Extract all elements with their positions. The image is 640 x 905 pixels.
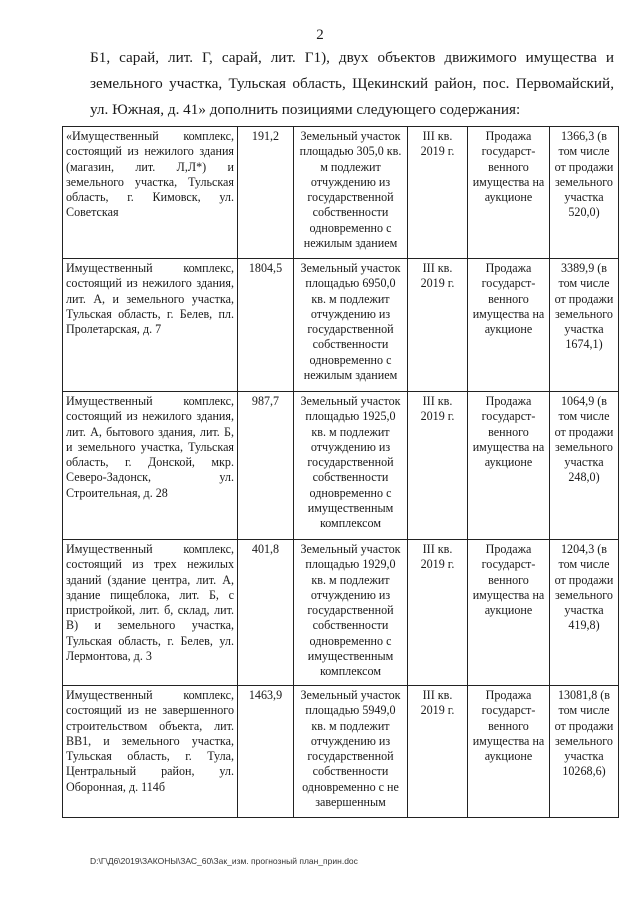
page-number: 2 bbox=[316, 27, 324, 43]
table-row bbox=[63, 540, 619, 686]
period-cell: III кв. 2019 г. bbox=[408, 127, 468, 259]
sum-cell: 1204,3 (в том числе от продажи земельного участка 419,8) bbox=[550, 540, 619, 686]
sum-cell: 13081,8 (в том числе от продажи земельного участка 10268,6) bbox=[550, 686, 619, 818]
file-path-footer: D:\Г\Д6\2019\ЗАКОНЫ\ЗАС_60\Зак_изм. прогнозный план_прин.doc bbox=[90, 856, 358, 866]
land-note-cell: Земельный участок площадью 305,0 кв. м подлежит отчуждению из государственной собственности одновременно с нежилым зданием bbox=[294, 127, 408, 259]
value-cell: 191,2 bbox=[238, 127, 294, 259]
period-cell: III кв. 2019 г. bbox=[408, 540, 468, 686]
intro-paragraph bbox=[90, 45, 614, 123]
object-name-cell: Имущественный комплекс, состоящий из нежилого здания, лит. А, и земельного участка, Тульская область, г. Белев, пл. Пролетарская, д. 7 bbox=[63, 259, 238, 392]
intro-line: земельного участка, Тульская область, Щекинский район, пос. Первомайский, bbox=[90, 75, 614, 92]
intro-line: ул. Южная, д. 41» дополнить позициями следующего содержания: bbox=[90, 101, 521, 118]
method-cell: Продажа государст-венного имущества на аукционе bbox=[468, 392, 550, 540]
sum-cell: 3389,9 (в том числе от продажи земельного участка 1674,1) bbox=[550, 259, 619, 392]
object-name-cell: Имущественный комплекс, состоящий из нежилого здания, лит. А, бытового здания, лит. Б, и земельного участка, Тульская область, г. Донской, мкр. Северо-Задонск, ул. Строительная, д. 28 bbox=[63, 392, 238, 540]
method-cell: Продажа государст-венного имущества на аукционе bbox=[468, 259, 550, 392]
table-row bbox=[63, 259, 619, 392]
period-cell: III кв. 2019 г. bbox=[408, 686, 468, 818]
land-note-cell: Земельный участок площадью 6950,0 кв. м подлежит отчуждению из государственной собственности одновременно с нежилым зданием bbox=[294, 259, 408, 392]
table-row bbox=[63, 392, 619, 540]
value-cell: 987,7 bbox=[238, 392, 294, 540]
property-table bbox=[62, 126, 619, 818]
table-row bbox=[63, 127, 619, 259]
method-cell: Продажа государст-венного имущества на аукционе bbox=[468, 540, 550, 686]
object-name-cell: «Имущественный комплекс, состоящий из нежилого здания (магазин, лит. Л,Л*) и земельного участка, Тульская область, г. Кимовск, ул. Советская bbox=[63, 127, 238, 259]
intro-line: Б1, сарай, лит. Г, сарай, лит. Г1), двух объектов движимого имущества и bbox=[90, 49, 614, 66]
value-cell: 1463,9 bbox=[238, 686, 294, 818]
object-name-cell: Имущественный комплекс, состоящий из не завершенного строительством объекта, лит. ВВ1, и земельного участка, Тульская область, г. Тула, Центральный район, ул. Оборонная, д. 114б bbox=[63, 686, 238, 818]
land-note-cell: Земельный участок площадью 5949,0 кв. м подлежит отчуждению из государственной собственности одновременно с не завершенным bbox=[294, 686, 408, 818]
method-cell: Продажа государст-венного имущества на аукционе bbox=[468, 686, 550, 818]
period-cell: III кв. 2019 г. bbox=[408, 259, 468, 392]
object-name-cell: Имущественный комплекс, состоящий из трех нежилых зданий (здание центра, лит. А, здание пищеблока, лит. Б, с пристройкой, лит. б, склад, лит. В) и земельного участка, Тульская область, г. Белев, ул. Лермонтова, д. 3 bbox=[63, 540, 238, 686]
value-cell: 1804,5 bbox=[238, 259, 294, 392]
land-note-cell: Земельный участок площадью 1925,0 кв. м подлежит отчуждению из государственной собственности одновременно с имущественным комплексом bbox=[294, 392, 408, 540]
value-cell: 401,8 bbox=[238, 540, 294, 686]
table-row bbox=[63, 686, 619, 818]
period-cell: III кв. 2019 г. bbox=[408, 392, 468, 540]
sum-cell: 1366,3 (в том числе от продажи земельного участка 520,0) bbox=[550, 127, 619, 259]
method-cell: Продажа государст-венного имущества на аукционе bbox=[468, 127, 550, 259]
sum-cell: 1064,9 (в том числе от продажи земельного участка 248,0) bbox=[550, 392, 619, 540]
land-note-cell: Земельный участок площадью 1929,0 кв. м подлежит отчуждению из государственной собственности одновременно с имущественным комплексом bbox=[294, 540, 408, 686]
